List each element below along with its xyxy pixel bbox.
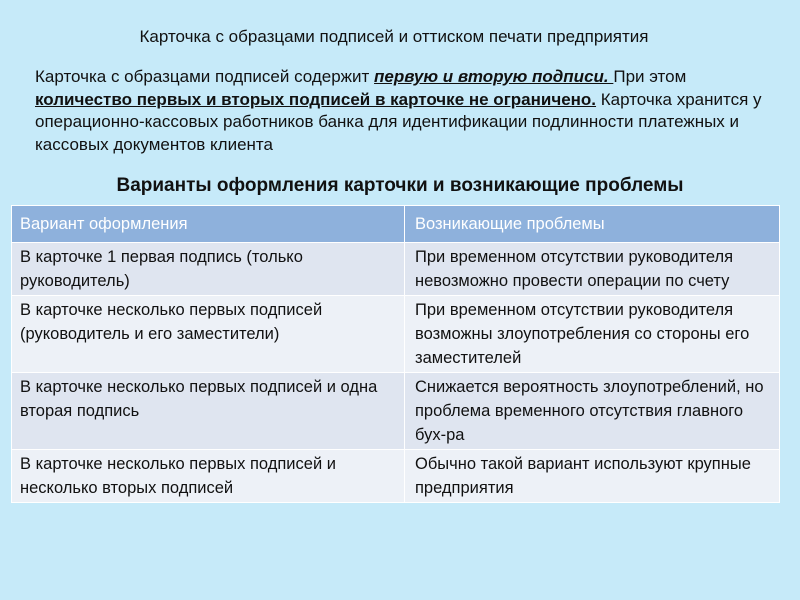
table-row [12,373,780,450]
column-header-variant: Вариант оформления [12,206,405,243]
intro-text-3: Карточка хранится у операционно-кассовых работников банка для идентификации подлинности платежных и кассовых документов клиента [35,89,762,154]
table-cell-variant: В карточке несколько первых подписей и несколько вторых подписей [12,450,405,503]
intro-emphasis-unlimited: количество первых и вторых подписей в карточке не ограничено. [35,89,597,109]
section-heading: Варианты оформления карточки и возникающие проблемы [116,175,684,196]
table-cell-problem: Обычно такой вариант используют крупные предприятия [405,450,780,503]
table-row [12,450,780,503]
table-row [12,296,780,373]
table-cell-variant: В карточке 1 первая подпись (только руководитель) [12,243,405,296]
intro-text-2: При этом [613,67,687,86]
intro-text-1: Карточка с образцами подписей содержит [35,67,375,86]
variants-table [11,205,780,503]
table-row [12,243,780,296]
table-cell-problem: Снижается вероятность злоупотреблений, но проблема временного отсутствия главного бух-ра [405,373,780,450]
table-cell-variant: В карточке несколько первых подписей и одна вторая подпись [12,373,405,450]
table-cell-variant: В карточке несколько первых подписей (руководитель и его заместители) [12,296,405,373]
page-title: Карточка с образцами подписей и оттиском печати предприятия [139,27,649,46]
intro-paragraph [35,66,775,156]
intro-emphasis-signatures: первую и вторую подписи. [374,67,614,86]
table-cell-problem: При временном отсутствии руководителя невозможно провести операции по счету [405,243,780,296]
column-header-problems: Возникающие проблемы [405,206,780,243]
table-header-row [12,206,780,243]
table-cell-problem: При временном отсутствии руководителя возможны злоупотребления со стороны его заместителей [405,296,780,373]
